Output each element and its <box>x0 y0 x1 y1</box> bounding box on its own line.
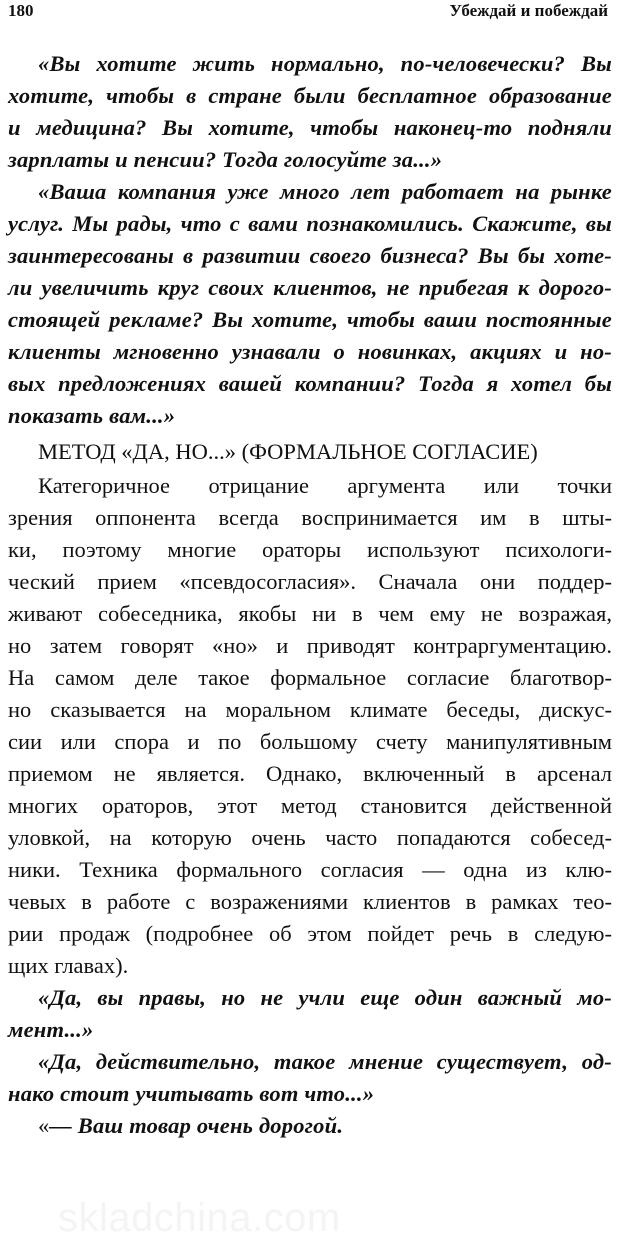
open-quote: « <box>38 1113 50 1138</box>
body-line: приемом не является. Однако, включенный в арсенал <box>8 761 612 786</box>
quote-line: стоящей рекламе? Вы хотите, чтобы ваши постоянные <box>8 307 612 332</box>
body-line: чевых в работе с возражениями клиентов в рамках тео- <box>8 889 612 914</box>
watermark: skladchina.com <box>58 1196 341 1240</box>
body-line: но затем говорят «но» и приводят контраргументацию. <box>8 633 612 658</box>
quote-line: показать вам...» <box>8 403 176 428</box>
body-line: сии или спора и по большому счету манипулятивным <box>8 729 612 754</box>
example-line: «Да, действительно, такое мнение существует, од- <box>38 1049 612 1074</box>
body-line: но сказывается на моральном климате беседы, дискус- <box>8 697 612 722</box>
body-line: На самом деле такое формальное согласие благотвор- <box>8 665 612 690</box>
example-line: мент...» <box>8 1017 94 1042</box>
quote-line: хотите, чтобы в стране были бесплатное образование <box>8 83 612 108</box>
body-line: Категоричное отрицание аргумента или точки <box>38 473 612 498</box>
body-line: уловкой, на которую очень часто попадаются собесед- <box>8 825 612 850</box>
body-line: ческий прием «псевдосогласия». Сначала они поддер- <box>8 569 612 594</box>
example-line: нако стоит учитывать вот что...» <box>8 1081 375 1106</box>
quote-line: «Вы хотите жить нормально, по-человечески? Вы <box>38 51 612 76</box>
quote-line: и медицина? Вы хотите, чтобы наконец-то подняли <box>8 115 612 140</box>
quote-line: вых предложениях вашей компании? Тогда я хотел бы <box>8 371 612 396</box>
body-line: живают собеседника, якобы ни в чем ему не возражая, <box>8 601 612 626</box>
quote-line: клиенты мгновенно узнавали о новинках, акциях и но- <box>8 339 612 364</box>
quote-line: ли увеличить круг своих клиентов, не прибегая к дорого- <box>8 275 612 300</box>
page-number: 180 <box>8 1 34 20</box>
body-line: ники. Техника формального согласия — одна из клю- <box>8 857 612 882</box>
body-line: ки, поэтому многие ораторы используют психологи- <box>8 537 612 562</box>
body-line: многих ораторов, этот метод становится действенной <box>8 793 612 818</box>
page-header <box>8 0 612 24</box>
example-line <box>38 1110 612 1142</box>
body-line: зрения оппонента всегда воспринимается им в шты- <box>8 505 612 530</box>
body-line: щих главах). <box>8 953 129 978</box>
quote-line: «Ваша компания уже много лет работает на рынке <box>38 179 612 204</box>
quote-line: заинтересованы в развитии своего бизнеса? Вы бы хоте- <box>8 243 612 268</box>
dialogue-text: — Ваш товар очень дорогой. <box>49 1113 344 1138</box>
body-line: рии продаж (подробнее об этом пойдет речь в следую- <box>8 921 612 946</box>
example-line: «Да, вы правы, но не учли еще один важный мо- <box>38 985 612 1010</box>
quote-line: услуг. Мы рады, что с вами познакомились. Скажите, вы <box>8 211 612 236</box>
running-title: Убеждай и побеждай <box>449 1 608 20</box>
quote-line: зарплаты и пенсии? Тогда голосуйте за...» <box>8 147 443 172</box>
section-heading: МЕТОД «ДА, НО...» (ФОРМАЛЬНОЕ СОГЛАСИЕ) <box>38 439 538 464</box>
